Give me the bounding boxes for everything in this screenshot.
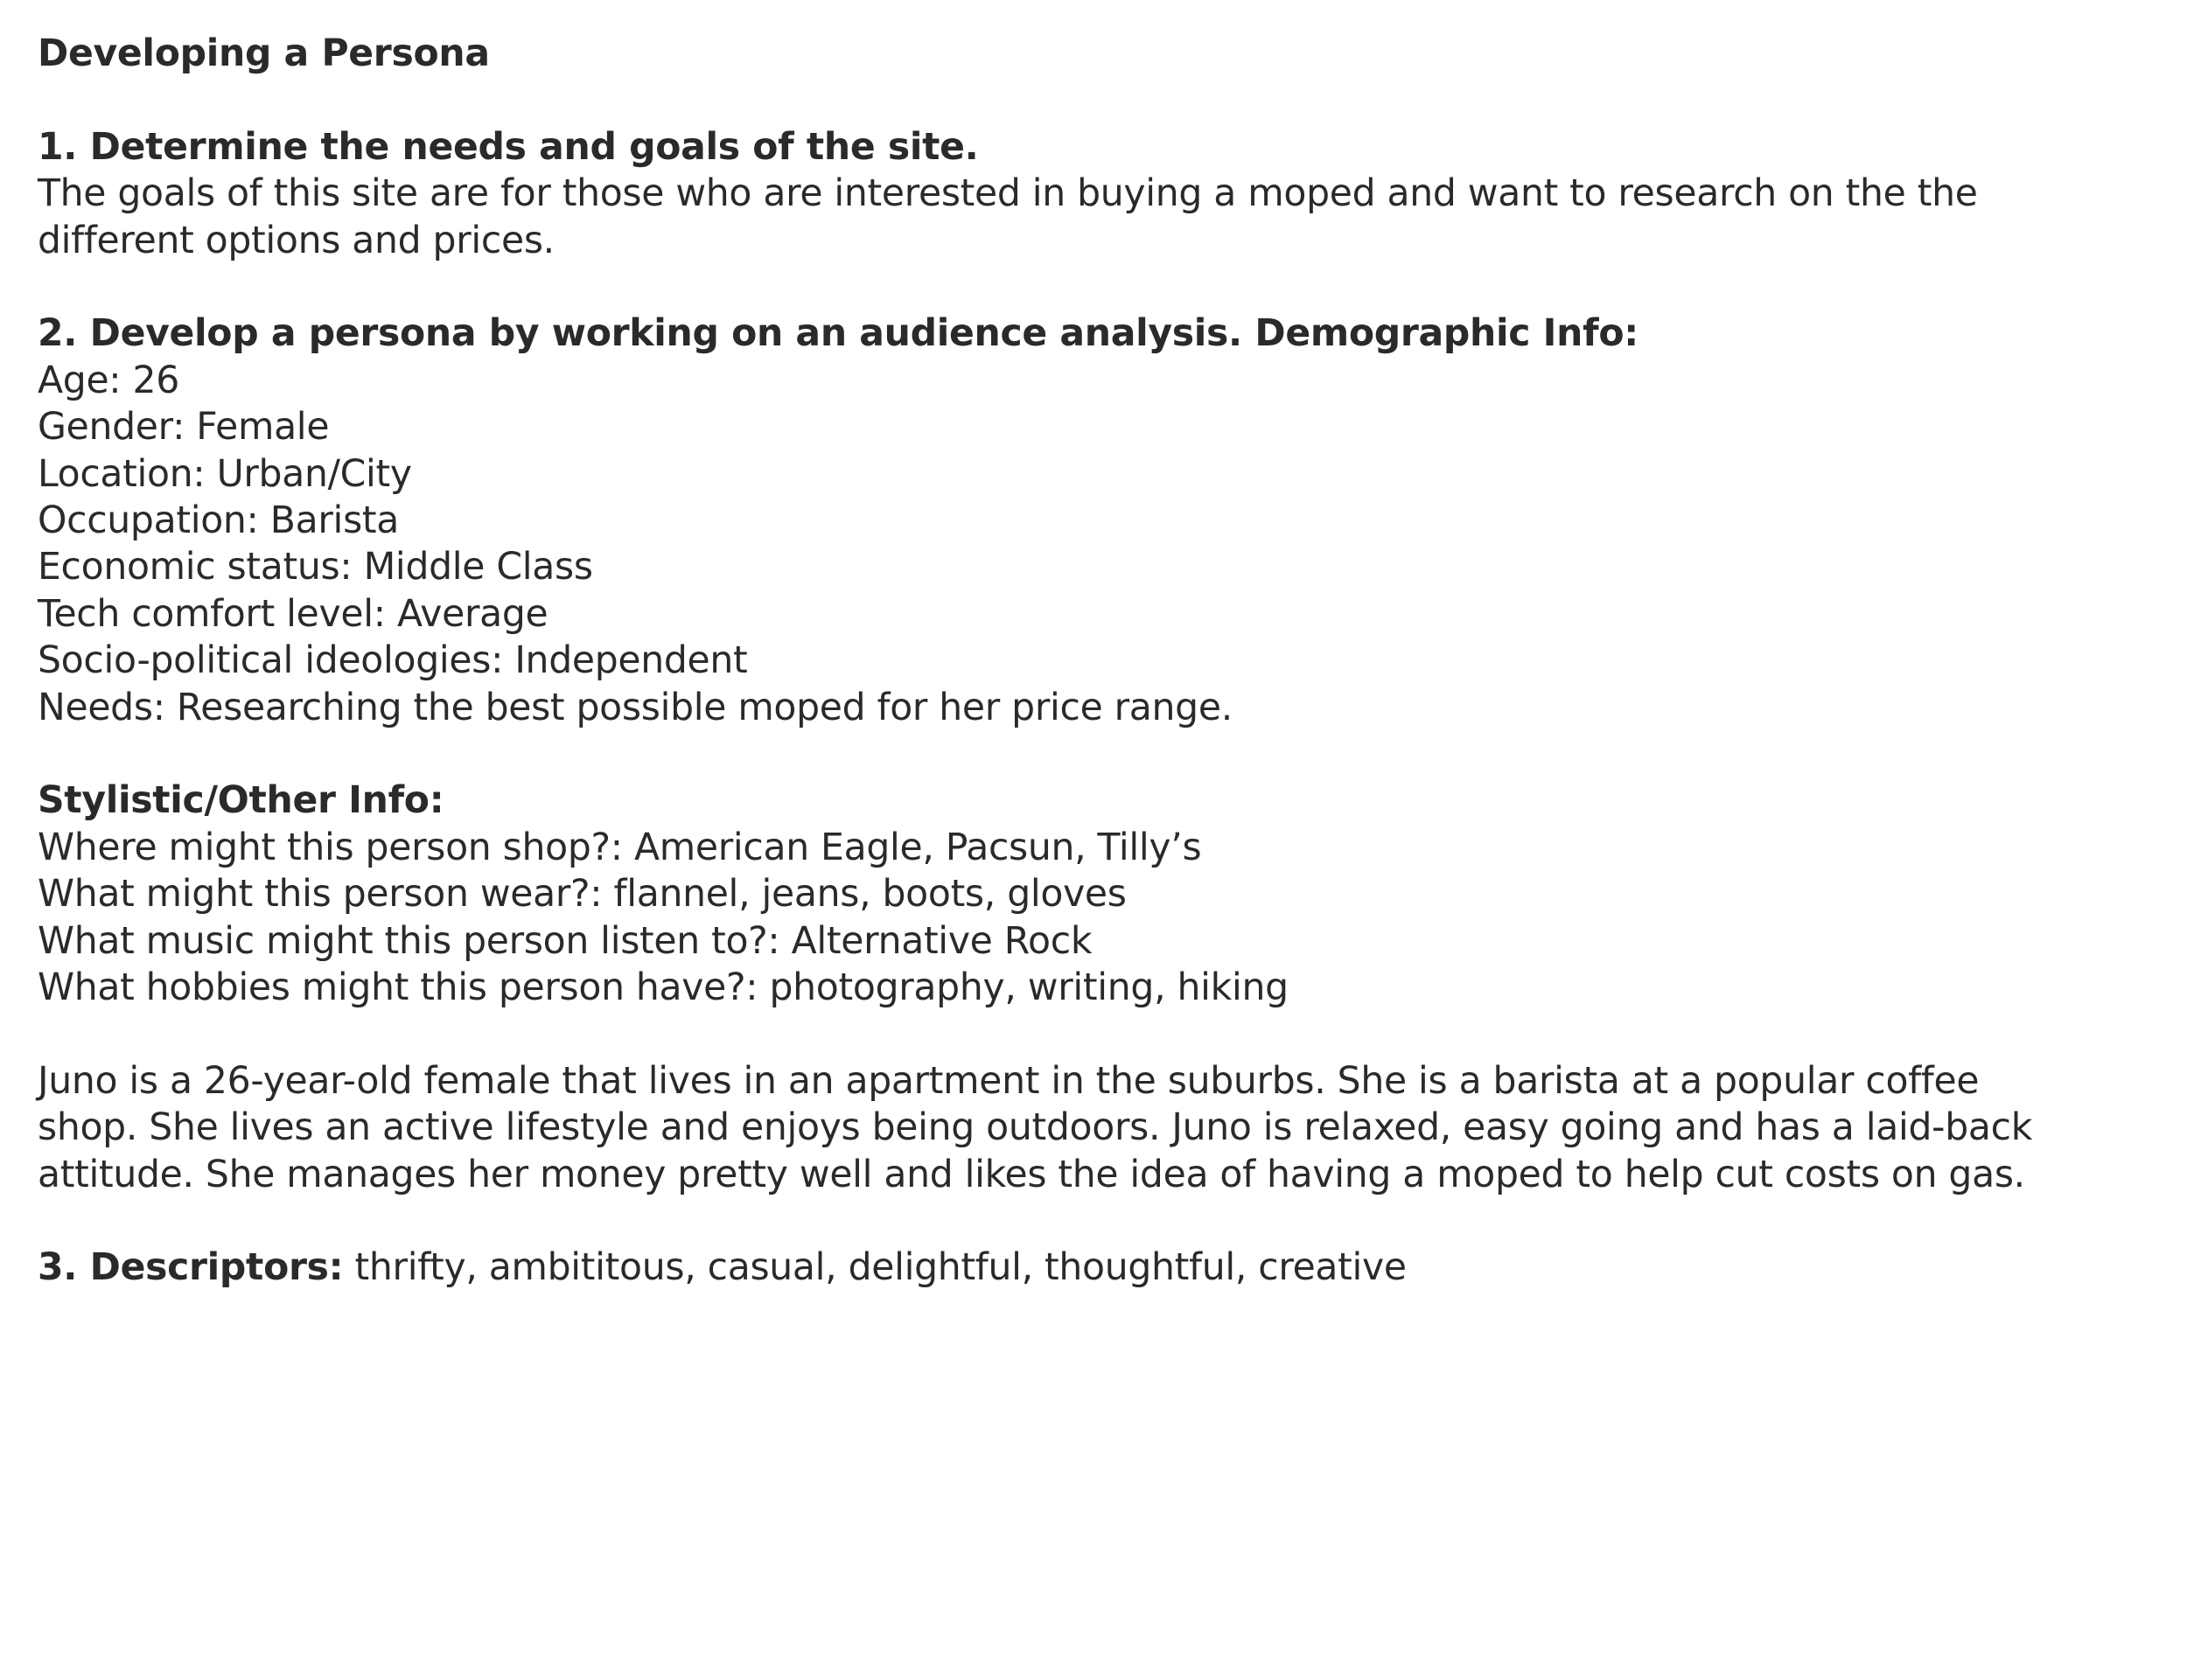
document-title: Developing a Persona (38, 32, 490, 75)
descriptors-line (38, 1244, 2163, 1291)
spacer (38, 1011, 2163, 1057)
stylistic-heading: Stylistic/Other Info: (38, 779, 444, 823)
stylistic-shop: Where might this person shop?: American Eagle, Pacsun, Tilly’s (38, 826, 1202, 869)
demographic-location: Location: Urban/City (38, 452, 412, 496)
descriptors-label: 3. Descriptors: (38, 1246, 344, 1290)
demographic-economic-status: Economic status: Middle Class (38, 546, 593, 589)
demographic-gender: Gender: Female (38, 406, 330, 450)
section-1-body-line: The goals of this site are for those who are interested in buying a moped and want to research on the the (38, 172, 1978, 216)
persona-narrative-line: attitude. She manages her money pretty well and likes the idea of having a moped to help cut costs on gas. (38, 1153, 2025, 1196)
section-1-heading: 1. Determine the needs and goals of the site. (38, 125, 979, 169)
section-2-heading: 2. Develop a persona by working on an audience analysis. Demographic Info: (38, 312, 1639, 356)
demographic-ideologies: Socio-political ideologies: Independent (38, 639, 748, 683)
demographic-age: Age: 26 (38, 359, 180, 402)
document-body (38, 31, 2163, 1292)
persona-narrative-line: shop. She lives an active lifestyle and enjoys being outdoors. Juno is relaxed, easy going and has a laid-back (38, 1106, 2033, 1150)
stylistic-music: What music might this person listen to?: Alternative Rock (38, 919, 1093, 963)
section-1-body-line: different options and prices. (38, 219, 555, 262)
demographic-needs: Needs: Researching the best possible moped for her price range. (38, 686, 1233, 729)
persona-narrative-line: Juno is a 26-year-old female that lives in an apartment in the suburbs. She is a barista at a popular coffee (38, 1059, 1980, 1103)
spacer (38, 77, 2163, 123)
stylistic-wear: What might this person wear?: flannel, jeans, boots, gloves (38, 873, 1127, 917)
spacer (38, 1198, 2163, 1244)
descriptors-value: thrifty, ambititous, casual, delightful, thoughtful, creative (343, 1246, 1407, 1290)
demographic-occupation: Occupation: Barista (38, 499, 400, 543)
demographic-tech-comfort: Tech comfort level: Average (38, 592, 548, 636)
stylistic-hobbies: What hobbies might this person have?: photography, writing, hiking (38, 966, 1289, 1010)
spacer (38, 731, 2163, 777)
spacer (38, 264, 2163, 310)
